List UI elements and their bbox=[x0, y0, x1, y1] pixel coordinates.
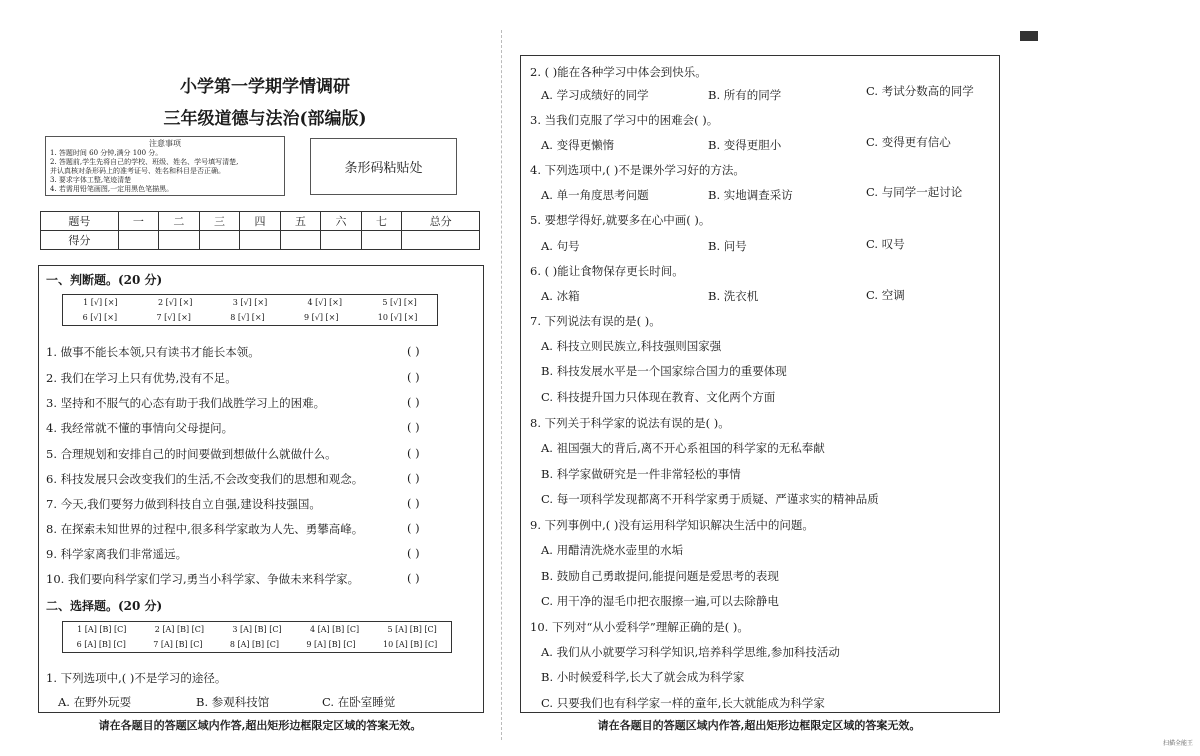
choice-option: C. 科技提升国力只体现在教育、文化两个方面 bbox=[541, 390, 776, 404]
score-cell[interactable] bbox=[361, 231, 402, 250]
answer-bubble-group[interactable]: 8 [A] [B] [C] bbox=[229, 640, 280, 649]
choice-option: A. 祖国强大的背后,离不开心系祖国的科学家的无私奉献 bbox=[541, 441, 825, 455]
score-header-cell: 六 bbox=[321, 212, 362, 231]
choice-option: C. 在卧室睡觉 bbox=[322, 695, 396, 709]
score-row bbox=[41, 231, 480, 250]
section1-answer-grid bbox=[62, 294, 438, 326]
choice-option: C. 只要我们也有科学家一样的童年,长大就能成为科学家 bbox=[541, 696, 825, 710]
answer-bubble-group[interactable]: 2 [A] [B] [C] bbox=[154, 625, 204, 634]
judge-question-9: 9. 科学家离我们非常遥远。 bbox=[46, 547, 188, 561]
score-row-label: 得分 bbox=[41, 231, 119, 250]
choice-option: A. 冰箱 bbox=[541, 289, 580, 303]
score-table bbox=[40, 211, 480, 250]
choice-option: A. 单一角度思考问题 bbox=[541, 188, 649, 202]
notice-title: 注意事项 bbox=[149, 139, 181, 148]
score-header-cell: 题号 bbox=[41, 212, 119, 231]
answer-grid-row bbox=[63, 622, 451, 637]
answer-paren[interactable]: ( ) bbox=[407, 420, 420, 434]
choice-question-4: 4. 下列选项中,( )不是课外学习好的方法。 bbox=[530, 163, 745, 177]
score-header-cell: 二 bbox=[159, 212, 200, 231]
choice-option: B. 参观科技馆 bbox=[196, 695, 270, 709]
score-header-cell: 总分 bbox=[402, 212, 480, 231]
notice-box bbox=[45, 136, 285, 196]
choice-question-7: 7. 下列说法有误的是( )。 bbox=[530, 314, 661, 328]
choice-option: C. 每一项科学发现都离不开科学家勇于质疑、严谨求实的精神品质 bbox=[541, 492, 879, 506]
answer-bubble-group[interactable]: 6 [A] [B] [C] bbox=[76, 640, 126, 649]
judge-question-8: 8. 在探索未知世界的过程中,很多科学家敢为人先、勇攀高峰。 bbox=[46, 522, 364, 536]
choice-option: A. 在野外玩耍 bbox=[58, 695, 132, 709]
score-cell[interactable] bbox=[321, 231, 362, 250]
score-cell[interactable] bbox=[159, 231, 200, 250]
answer-paren[interactable]: ( ) bbox=[407, 571, 420, 585]
judge-question-2: 2. 我们在学习上只有优势,没有不足。 bbox=[46, 371, 237, 385]
right-answer-area bbox=[520, 55, 1000, 713]
answer-bubble-group[interactable]: 1 [A] [B] [C] bbox=[77, 625, 127, 634]
answer-paren[interactable]: ( ) bbox=[407, 446, 420, 460]
answer-grid-row bbox=[63, 310, 437, 325]
choice-option: B. 实地调查采访 bbox=[708, 188, 793, 202]
score-cell[interactable] bbox=[240, 231, 281, 250]
score-header-cell: 一 bbox=[118, 212, 159, 231]
corner-marker bbox=[1020, 31, 1038, 41]
answer-bubble-group[interactable]: 7 [√] [×] bbox=[156, 313, 191, 322]
right-footer-note: 请在各题目的答题区域内作答,超出矩形边框限定区域的答案无效。 bbox=[597, 719, 921, 732]
answer-bubble-group[interactable]: 2 [√] [×] bbox=[157, 298, 193, 307]
judge-question-5: 5. 合理规划和安排自己的时间要做到想做什么就做什么。 bbox=[46, 447, 337, 461]
barcode-label: 条形码粘贴处 bbox=[344, 161, 423, 176]
score-header-cell: 四 bbox=[240, 212, 281, 231]
answer-bubble-group[interactable]: 3 [√] [×] bbox=[232, 298, 268, 307]
answer-bubble-group[interactable]: 5 [A] [B] [C] bbox=[387, 625, 437, 634]
choice-option: A. 学习成绩好的同学 bbox=[541, 88, 649, 102]
section1-title: 一、判断题。(20 分) bbox=[46, 273, 163, 287]
notice-line: 2. 答题前,学生先将自己的学校、班级、姓名、学号填写清楚, bbox=[50, 158, 239, 166]
choice-option: C. 叹号 bbox=[866, 237, 905, 251]
notice-line: 4. 若需用铅笔画图,一定用黑色笔描黑。 bbox=[50, 185, 174, 193]
answer-grid-row bbox=[63, 637, 451, 652]
section2-answer-grid bbox=[62, 621, 452, 653]
choice-option: A. 用醋清洗烧水壶里的水垢 bbox=[541, 543, 684, 557]
choice-question-10: 10. 下列对“从小爱科学”理解正确的是( )。 bbox=[530, 620, 749, 634]
exam-subtitle: 三年级道德与法治(部编版) bbox=[163, 109, 367, 129]
page-fold-line bbox=[501, 30, 502, 740]
judge-question-7: 7. 今天,我们要努力做到科技自立自强,建设科技强国。 bbox=[46, 497, 321, 511]
choice-option: C. 变得更有信心 bbox=[866, 135, 951, 149]
judge-question-1: 1. 做事不能长本领,只有读书才能长本领。 bbox=[46, 345, 260, 359]
answer-paren[interactable]: ( ) bbox=[407, 521, 420, 535]
left-footer-note: 请在各题目的答题区域内作答,超出矩形边框限定区域的答案无效。 bbox=[98, 719, 422, 732]
choice-option: B. 洗衣机 bbox=[708, 289, 759, 303]
scanner-watermark bbox=[1163, 738, 1193, 747]
choice-option: A. 科技立则民族立,科技强则国家强 bbox=[541, 339, 722, 353]
watermark-text: 扫描全能王 bbox=[1163, 740, 1194, 747]
score-cell[interactable] bbox=[199, 231, 240, 250]
answer-bubble-group[interactable]: 9 [A] [B] [C] bbox=[306, 640, 356, 649]
answer-bubble-group[interactable]: 5 [√] [×] bbox=[382, 298, 417, 307]
answer-bubble-group[interactable]: 8 [√] [×] bbox=[230, 313, 265, 322]
choice-option: B. 小时候爱科学,长大了就会成为科学家 bbox=[541, 670, 745, 684]
answer-paren[interactable]: ( ) bbox=[407, 546, 420, 560]
section2-title: 二、选择题。(20 分) bbox=[46, 599, 163, 613]
score-header-cell: 七 bbox=[361, 212, 402, 231]
answer-paren[interactable]: ( ) bbox=[407, 395, 420, 409]
notice-line: 并认真核对条形码上的准考证号、姓名和科目是否正确。 bbox=[50, 167, 225, 175]
choice-option: B. 所有的同学 bbox=[708, 88, 782, 102]
choice-option: C. 考试分数高的同学 bbox=[866, 84, 974, 98]
answer-paren[interactable]: ( ) bbox=[407, 496, 420, 510]
choice-question-5: 5. 要想学得好,就要多在心中画( )。 bbox=[530, 213, 711, 227]
notice-line: 1. 答题时间 60 分钟,满分 100 分。 bbox=[50, 149, 163, 157]
answer-paren[interactable]: ( ) bbox=[407, 471, 420, 485]
choice-option: C. 用干净的湿毛巾把衣服擦一遍,可以去除静电 bbox=[541, 594, 779, 608]
choice-option: C. 与同学一起讨论 bbox=[866, 185, 963, 199]
choice-option: C. 空调 bbox=[866, 288, 905, 302]
choice-question-8: 8. 下列关于科学家的说法有误的是( )。 bbox=[530, 416, 730, 430]
choice-option: A. 我们从小就要学习科学知识,培养科学思维,参加科技活动 bbox=[541, 645, 840, 659]
score-cell[interactable] bbox=[280, 231, 321, 250]
score-header-cell: 三 bbox=[199, 212, 240, 231]
judge-question-10: 10. 我们要向科学家们学习,勇当小科学家、争做未来科学家。 bbox=[46, 572, 360, 586]
answer-bubble-group[interactable]: 6 [√] [×] bbox=[82, 313, 118, 322]
choice-question-2: 2. ( )能在各种学习中体会到快乐。 bbox=[530, 65, 707, 79]
answer-bubble-group[interactable]: 10 [√] [×] bbox=[377, 313, 418, 322]
judge-question-3: 3. 坚持和不服气的心态有助于我们战胜学习上的困难。 bbox=[46, 396, 326, 410]
choice-option: B. 科技发展水平是一个国家综合国力的重要体现 bbox=[541, 364, 787, 378]
barcode-area bbox=[310, 138, 457, 195]
choice-option: B. 鼓励自己勇敢提问,能提问题是爱思考的表现 bbox=[541, 569, 779, 583]
choice-question-6: 6. ( )能让食物保存更长时间。 bbox=[530, 264, 684, 278]
score-header-row bbox=[41, 212, 480, 231]
judge-question-6: 6. 科技发展只会改变我们的生活,不会改变我们的思想和观念。 bbox=[46, 472, 364, 486]
score-header-cell: 五 bbox=[280, 212, 321, 231]
choice-option: A. 变得更懒惰 bbox=[541, 138, 615, 152]
answer-bubble-group[interactable]: 7 [A] [B] [C] bbox=[153, 640, 203, 649]
choice-option: B. 科学家做研究是一件非常轻松的事情 bbox=[541, 467, 741, 481]
choice-question-1: 1. 下列选项中,( )不是学习的途径。 bbox=[46, 671, 227, 685]
answer-bubble-group[interactable]: 9 [√] [×] bbox=[304, 313, 339, 322]
answer-bubble-group[interactable]: 3 [A] [B] [C] bbox=[232, 625, 282, 634]
judge-question-4: 4. 我经常就不懂的事情向父母提问。 bbox=[46, 421, 234, 435]
choice-option: B. 变得更胆小 bbox=[708, 138, 782, 152]
answer-bubble-group[interactable]: 10 [A] [B] [C] bbox=[382, 640, 438, 649]
choice-question-3: 3. 当我们克服了学习中的困难会( )。 bbox=[530, 113, 719, 127]
score-cell[interactable] bbox=[402, 231, 480, 250]
answer-bubble-group[interactable]: 1 [√] [×] bbox=[83, 298, 118, 307]
answer-bubble-group[interactable]: 4 [√] [×] bbox=[307, 298, 343, 307]
score-cell[interactable] bbox=[118, 231, 159, 250]
answer-bubble-group[interactable]: 4 [A] [B] [C] bbox=[309, 625, 360, 634]
answer-grid-row bbox=[63, 295, 437, 310]
choice-question-9: 9. 下列事例中,( )没有运用科学知识解决生活中的问题。 bbox=[530, 518, 814, 532]
answer-paren[interactable]: ( ) bbox=[407, 344, 420, 358]
choice-option: B. 问号 bbox=[708, 239, 747, 253]
notice-line: 3. 要求字体工整,笔迹清楚 bbox=[50, 176, 132, 184]
answer-paren[interactable]: ( ) bbox=[407, 370, 420, 384]
choice-option: A. 句号 bbox=[541, 239, 580, 253]
exam-title: 小学第一学期学情调研 bbox=[180, 77, 350, 97]
